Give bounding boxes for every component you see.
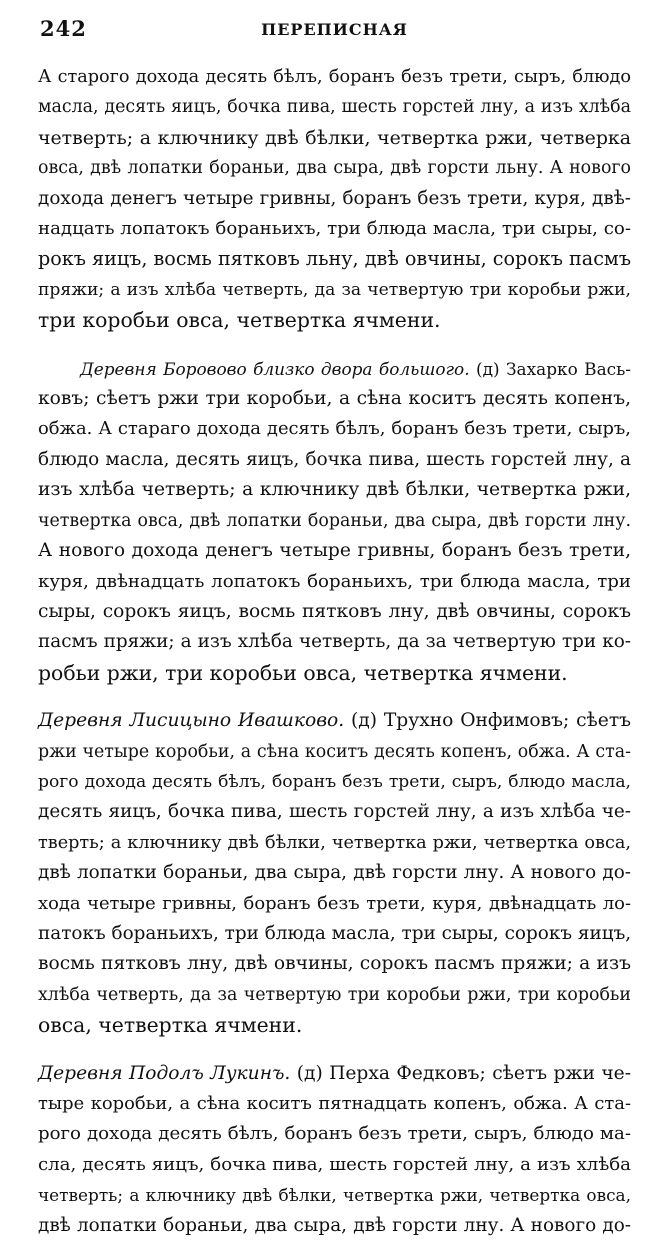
paragraph-2	[38, 354, 631, 688]
text-line	[38, 706, 631, 736]
text-line: тыре коробьи, а сѣна коситъ пятнадцать копенъ, обжа. А ста-	[38, 1093, 631, 1114]
page-number: 242	[40, 16, 87, 41]
text-line: А нового дохода денегъ четыре гривны, боранъ безъ трети,	[38, 540, 631, 562]
text-line: сла, десять яицъ, бочка пива, шесть горстей лну, а изъ хлѣба	[38, 1153, 631, 1175]
text-line: овса, четвертка ячмени.	[38, 1013, 303, 1038]
running-head	[38, 10, 631, 44]
text-line: блюдо масла, десять яицъ, бочка пива, шесть горстей лну, а	[38, 448, 631, 470]
text-line: тверть; а ключнику двѣ бѣлки, четвертка ржи, четвертка овса,	[38, 832, 631, 853]
text-line: рокъ яицъ, восмь пятковъ льну, двѣ овчины, сорокъ пасмъ	[38, 247, 631, 271]
text-line: сыры, сорокъ яицъ, восмь пятковъ лну, двѣ овчины, сорокъ	[38, 600, 631, 622]
text-line: хлѣба четверть, да за четвертую три коробьи ржи, три коробьи	[38, 984, 631, 1005]
text-line: ржи четыре коробьи, а сѣна коситъ десять копенъ, обжа. А ста-	[38, 741, 631, 762]
text-line	[38, 1059, 631, 1089]
text-line: пасмъ пряжи; а изъ хлѣба четверть, да за четвертую три ко-	[38, 631, 631, 653]
text-fragment: (д) Перха Федковъ; сѣетъ ржи че-	[290, 1062, 631, 1084]
text-line: надцать лопатокъ бораньихъ, три блюда масла, три сыры, со-	[38, 218, 631, 240]
village-heading: Деревня Лисицыно Ивашково.	[38, 710, 345, 732]
text-line: рого дохода десять бѣлъ, боранъ безъ трети, сыръ, блюдо ма-	[38, 1123, 631, 1145]
text-line: обжа. А стараго дохода десять бѣлъ, боранъ безъ трети, сыръ,	[38, 418, 631, 440]
text-line: патокъ бораньихъ, три блюда масла, три сыры, сорокъ яицъ,	[38, 922, 632, 944]
text-line: А старого дохода десять бѣлъ, боранъ безъ трети, сыръ, блюдо	[38, 67, 631, 87]
text-line: двѣ лопатки бораньи, два сыра, двѣ горсти лну. А нового до-	[38, 862, 631, 884]
text-line	[38, 354, 631, 384]
village-heading: Деревня Подолъ Лукинъ.	[38, 1062, 291, 1084]
header-title: ПЕРЕПИСНАЯ	[261, 20, 408, 39]
paragraph-1	[38, 62, 631, 336]
text-fragment: (д) Трухно Онфимовъ; сѣетъ	[344, 710, 631, 732]
text-line: робьи ржи, три коробьи овса, четвертка ячмени.	[38, 660, 568, 685]
text-line: овса, двѣ лопатки бораньи, два сыра, двѣ горсти льну. А нового	[38, 158, 631, 179]
village-heading: Деревня Боровово близко двора большого.	[80, 358, 470, 379]
text-line: хода четыре гривны, боранъ безъ трети, куря, двѣнадцать ло-	[38, 892, 631, 914]
text-fragment: (д) Захарко Вась-	[469, 358, 632, 379]
text-line: двѣ лопатки бораньи, два сыра, двѣ горсти лну. А нового до-	[38, 1214, 631, 1236]
text-line: восмь пятковъ лну, двѣ овчины, сорокъ пасмъ пряжи; а изъ	[38, 953, 631, 975]
text-line: куря, двѣнадцать лопатокъ бораньихъ, три блюда масла, три	[38, 570, 631, 592]
text-line: пряжи; а изъ хлѣба четверть, да за четвертую три коробьи ржи,	[38, 279, 631, 300]
text-line: масла, десять яицъ, бочка пива, шесть горстей лну, а изъ хлѣба	[38, 97, 631, 118]
text-line: рого дохода десять бѣлъ, боранъ безъ трети, сыръ, блюдо масла,	[38, 771, 631, 792]
text-line: десять яицъ, бочка пива, шесть горстей лну, а изъ хлѣба че-	[38, 801, 631, 823]
text-line: изъ хлѣба четверть; а ключнику двѣ бѣлки, четвертка ржи,	[38, 479, 631, 501]
text-line: дохода денегъ четыре гривны, боранъ безъ трети, куря, двѣ-	[38, 187, 631, 209]
paragraph-4	[38, 1059, 631, 1241]
text-line: четверть; а ключнику двѣ бѣлки, четвертка ржи, четвертка овса,	[38, 1185, 631, 1206]
paragraph-3	[38, 706, 631, 1040]
text-line: четвертка овса, двѣ лопатки бораньи, два сыра, двѣ горсти лну.	[38, 510, 631, 531]
text-line: ковъ; сѣетъ ржи три коробьи, а сѣна коситъ десять копенъ,	[38, 388, 631, 410]
text-line: три коробьи овса, четвертка ячмени.	[38, 308, 441, 333]
text-line: четверть; а ключнику двѣ бѣлки, четвертка ржи, четверка	[38, 126, 631, 149]
